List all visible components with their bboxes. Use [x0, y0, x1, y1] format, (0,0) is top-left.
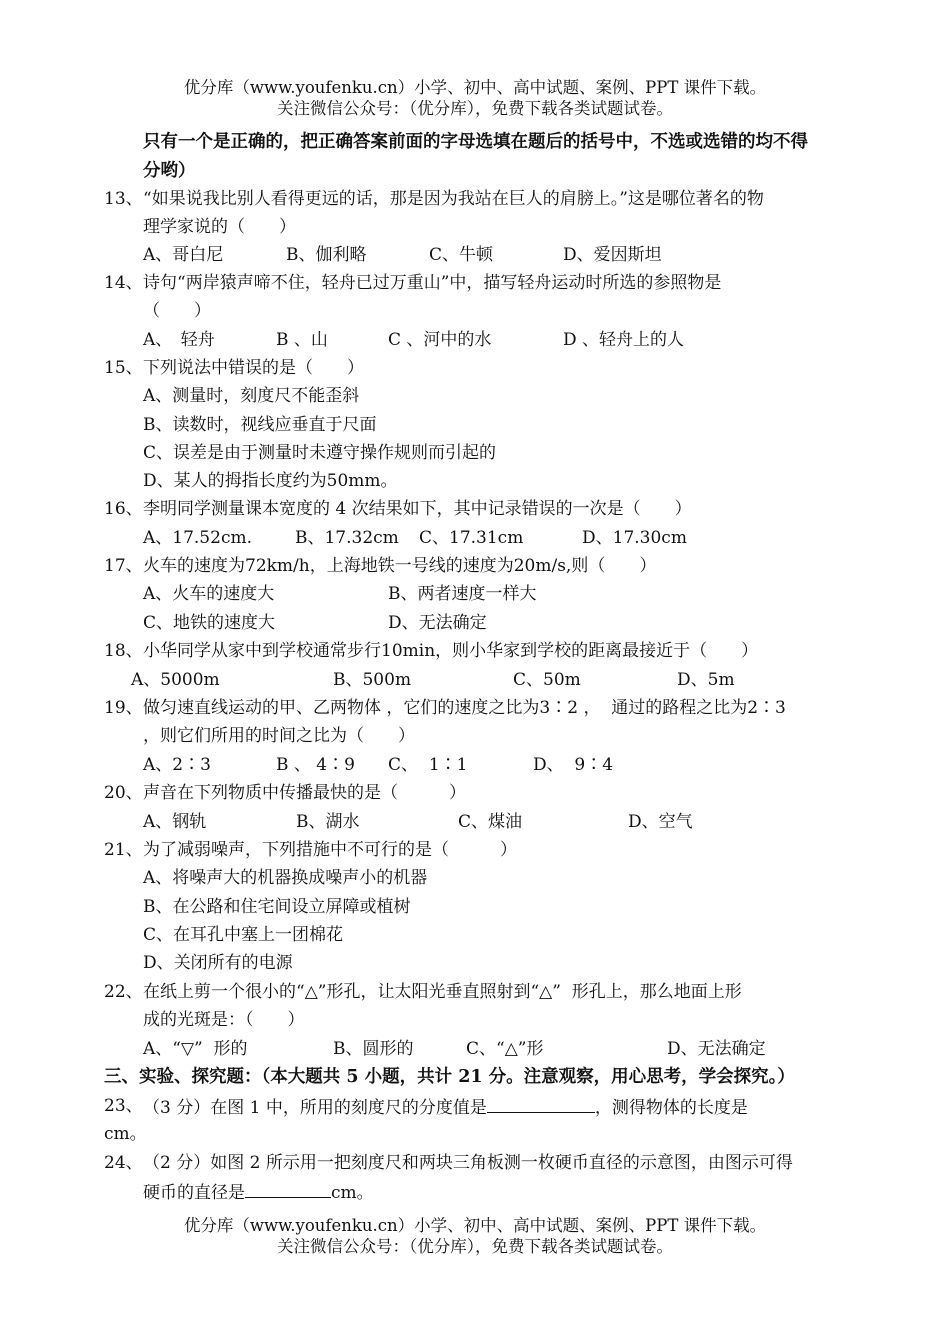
q21-option-b: B、在公路和住宅间设立屏障或植树	[143, 897, 411, 917]
q19-option-a: A、2∶3	[143, 755, 211, 775]
q24-number: 24、	[104, 1153, 143, 1173]
q19-line-1: 做匀速直线运动的甲、乙两物体 ，它们的速度之比为3∶2 ， 通过的路程之比为2∶3	[143, 698, 786, 718]
q16-line-1: 李明同学测量课本宽度的 4 次结果如下，其中记录错误的一次是（ ）	[143, 499, 692, 519]
q13-line-1: “如果说我比别人看得更远的话，那是因为我站在巨人的肩膀上。”这是哪位著名的物	[143, 189, 764, 209]
q15-option-d: D、某人的拇指长度约为50mm。	[143, 471, 398, 491]
q22-option-c: C、“△”形	[466, 1039, 544, 1059]
footer-line-1: 优分库（www.youfenku.cn）小学、初中、高中试题、案例、PPT 课件下载。	[183, 1216, 767, 1235]
q22-option-d: D、无法确定	[667, 1039, 766, 1059]
section-3-title: 三、实验、探究题：（本大题共 5 小题，共计 21 分。注意观察，用心思考，学会探究。）	[104, 1067, 795, 1087]
q14-option-c: C 、河中的水	[388, 330, 492, 350]
q15-line-1: 下列说法中错误的是（ ）	[143, 358, 364, 378]
q22-line-1: 在纸上剪一个很小的“△”形孔，让太阳光垂直照射到“△” 形孔上，那么地面上形	[143, 982, 742, 1002]
q18-option-c: C、50m	[513, 670, 581, 690]
q24-text-b: cm。	[331, 1183, 374, 1203]
intro-line-2: 分哟）	[143, 161, 196, 181]
q21-number: 21、	[104, 840, 143, 860]
q21-option-a: A、将噪声大的机器换成噪声小的机器	[143, 868, 428, 888]
q22-option-b: B、圆形的	[333, 1039, 414, 1059]
q19-option-b: B 、 4∶9	[276, 755, 355, 775]
q20-option-a: A、钢轨	[143, 812, 207, 832]
q20-option-d: D、空气	[628, 812, 693, 832]
q18-number: 18、	[104, 641, 143, 661]
q14-option-b: B 、山	[276, 330, 328, 350]
q13-option-a: A、哥白尼	[143, 245, 224, 265]
q20-option-b: B、湖水	[296, 812, 360, 832]
q16-number: 16、	[104, 499, 143, 519]
q16-option-c: C、17.31cm	[419, 528, 524, 548]
q23-line-2: cm。	[104, 1124, 147, 1144]
q13-line-2: 理学家说的（ ）	[143, 217, 296, 237]
q19-option-d: D、 9∶4	[533, 755, 614, 775]
intro-line-1: 只有一个是正确的，把正确答案前面的字母选填在题后的括号中，不选或选错的均不得	[143, 132, 808, 152]
q23-text-a: （3 分）在图 1 中，所用的刻度尺的分度值是	[143, 1098, 487, 1118]
q15-number: 15、	[104, 358, 143, 378]
q17-option-b: B、两者速度一样大	[388, 584, 537, 604]
q23-number: 23、	[104, 1096, 143, 1116]
footer-line-2: 关注微信公众号：（优分库），免费下载各类试题试卷。	[277, 1237, 673, 1256]
q22-option-a: A、“▽” 形的	[143, 1039, 248, 1059]
q16-option-d: D、17.30cm	[582, 528, 687, 548]
q23-answer-blank[interactable]	[487, 1094, 595, 1113]
q21-option-c: C、在耳孔中塞上一团棉花	[143, 925, 344, 945]
q13-option-b: B、伽利略	[286, 245, 367, 265]
q19-line-2: ，则它们所用的时间之比为（ ）	[143, 726, 415, 746]
q24-line-2	[143, 1179, 374, 1205]
q21-line-1: 为了减弱噪声，下列措施中不可行的是（ ）	[143, 840, 517, 860]
q24-answer-blank[interactable]	[245, 1179, 331, 1198]
q14-option-d: D 、轻舟上的人	[563, 330, 685, 350]
q15-option-a: A、测量时，刻度尺不能歪斜	[143, 386, 360, 406]
q19-option-c: C、 1∶1	[388, 755, 468, 775]
q19-number: 19、	[104, 698, 143, 718]
q17-line-1: 火车的速度为72km/h，上海地铁一号线的速度为20m/s,则（ ）	[143, 556, 657, 576]
q17-number: 17、	[104, 556, 143, 576]
q23-line-1	[143, 1094, 748, 1120]
q22-line-2: 成的光斑是：（ ）	[143, 1010, 305, 1030]
q14-option-a: A、 轻舟	[143, 330, 215, 350]
q13-option-c: C、牛顿	[429, 245, 494, 265]
q22-number: 22、	[104, 982, 143, 1002]
q16-option-b: B、17.32cm	[295, 528, 399, 548]
q20-number: 20、	[104, 783, 143, 803]
header-line-1: 优分库（www.youfenku.cn）小学、初中、高中试题、案例、PPT 课件下载。	[183, 78, 767, 97]
q14-line-2: （ ）	[143, 301, 211, 321]
q20-line-1: 声音在下列物质中传播最快的是（ ）	[143, 783, 466, 803]
q21-option-d: D、关闭所有的电源	[143, 953, 293, 973]
q14-number: 14、	[104, 273, 143, 293]
q23-text-b: ，测得物体的长度是	[594, 1098, 748, 1118]
q13-number: 13、	[104, 189, 143, 209]
q18-option-d: D、5m	[677, 670, 735, 690]
q24-text-a: 硬币的直径是	[143, 1183, 245, 1203]
q15-option-c: C、误差是由于测量时未遵守操作规则而引起的	[143, 443, 497, 463]
q20-option-c: C、煤油	[458, 812, 523, 832]
q18-line-1: 小华同学从家中到学校通常步行10min，则小华家到学校的距离最接近于（ ）	[143, 641, 759, 661]
q17-option-c: C、地铁的速度大	[143, 613, 276, 633]
q18-option-b: B、500m	[333, 670, 412, 690]
header-line-2: 关注微信公众号：（优分库），免费下载各类试题试卷。	[277, 99, 673, 118]
q17-option-a: A、火车的速度大	[143, 584, 275, 604]
q18-option-a: A、5000m	[131, 670, 220, 690]
q13-option-d: D、爱因斯坦	[563, 245, 662, 265]
q16-option-a: A、17.52cm.	[143, 528, 252, 548]
q17-option-d: D、无法确定	[388, 613, 487, 633]
q15-option-b: B、读数时，视线应垂直于尺面	[143, 415, 377, 435]
q14-line-1: 诗句“两岸猿声啼不住，轻舟已过万重山”中，描写轻舟运动时所选的参照物是	[143, 273, 722, 293]
q24-line-1: （2 分）如图 2 所示用一把刻度尺和两块三角板测一枚硬币直径的示意图，由图示可得	[143, 1153, 793, 1173]
